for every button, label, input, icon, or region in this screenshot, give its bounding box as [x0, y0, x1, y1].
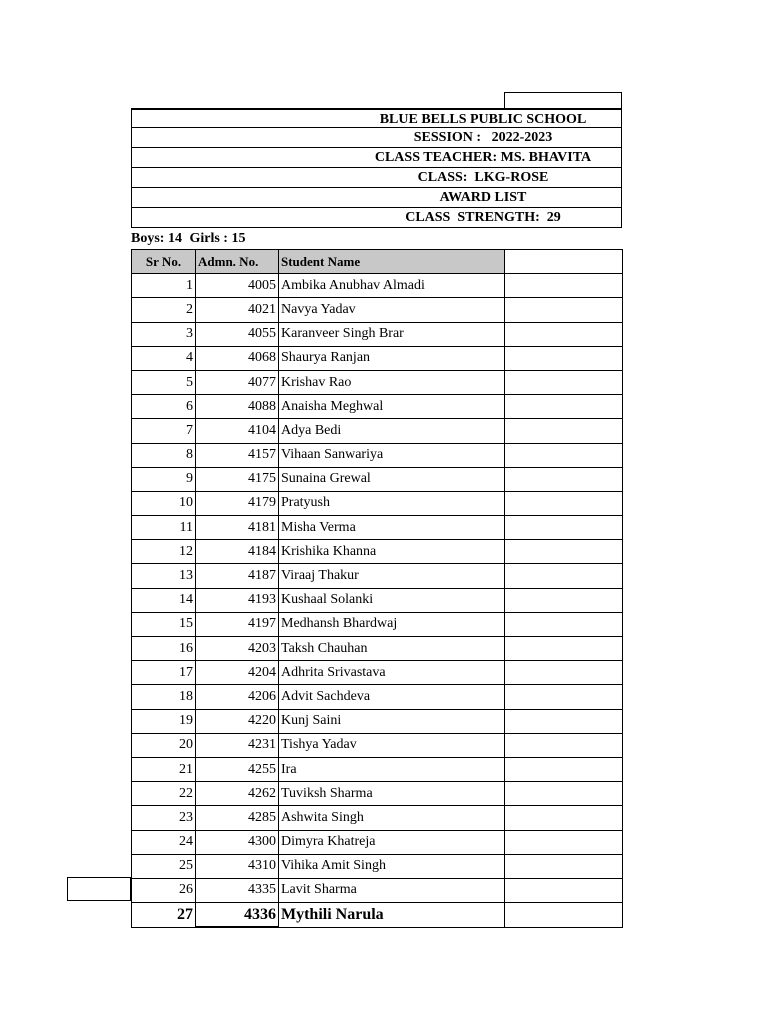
- blank-cell: [505, 782, 623, 806]
- blank-cell: [505, 274, 623, 298]
- gender-counts: [131, 230, 249, 248]
- sr-cell: 10: [132, 491, 196, 515]
- class-strength-label: CLASS STRENGTH: 29: [405, 210, 561, 225]
- student-name-cell: Mythili Narula: [279, 903, 505, 928]
- boys-count: Boys: 14: [131, 231, 182, 246]
- blank-cell: [505, 685, 623, 709]
- blank-cell: [505, 612, 623, 636]
- table-row: [132, 370, 623, 394]
- sr-cell: 16: [132, 637, 196, 661]
- blank-cell: [505, 806, 623, 830]
- blank-cell: [505, 757, 623, 781]
- class-strength-row: [131, 208, 622, 228]
- student-name-cell: Pratyush: [279, 491, 505, 515]
- student-name-cell: Lavit Sharma: [279, 878, 505, 902]
- student-name-cell: Advit Sachdeva: [279, 685, 505, 709]
- blank-cell: [505, 709, 623, 733]
- table-row: [132, 612, 623, 636]
- student-name-cell: Navya Yadav: [279, 298, 505, 322]
- student-name-cell: Misha Verma: [279, 516, 505, 540]
- admn-cell: 4197: [196, 612, 279, 636]
- table-row: [132, 878, 623, 902]
- blank-cell: [505, 903, 623, 928]
- student-name-cell: Ira: [279, 757, 505, 781]
- page-title: AWARD LIST: [439, 190, 527, 205]
- blank-cell: [505, 661, 623, 685]
- award-list-row: [131, 188, 622, 208]
- student-name-cell: Karanveer Singh Brar: [279, 322, 505, 346]
- table-row: [132, 540, 623, 564]
- table-row: [132, 903, 623, 928]
- sr-cell: 25: [132, 854, 196, 878]
- girls-count: Girls : 15: [189, 231, 246, 246]
- table-body: [132, 274, 623, 928]
- col-header-blank: [505, 250, 623, 274]
- admn-cell: 4068: [196, 346, 279, 370]
- table-row: [132, 491, 623, 515]
- blank-cell: [505, 395, 623, 419]
- class-row: [131, 168, 622, 188]
- student-name-cell: Krishav Rao: [279, 370, 505, 394]
- admn-cell: 4336: [196, 903, 279, 928]
- blank-cell: [505, 419, 623, 443]
- table-row: [132, 661, 623, 685]
- admn-cell: 4179: [196, 491, 279, 515]
- student-name-cell: Taksh Chauhan: [279, 637, 505, 661]
- table-row: [132, 564, 623, 588]
- sr-cell: 20: [132, 733, 196, 757]
- table-row: [132, 733, 623, 757]
- admn-cell: 4310: [196, 854, 279, 878]
- class-teacher-row: [131, 148, 622, 168]
- blank-cell: [505, 346, 623, 370]
- sr-cell: 4: [132, 346, 196, 370]
- table-row: [132, 419, 623, 443]
- sr-cell: 18: [132, 685, 196, 709]
- sr-cell: 1: [132, 274, 196, 298]
- admn-cell: 4203: [196, 637, 279, 661]
- sr-cell: 21: [132, 757, 196, 781]
- blank-cell: [505, 370, 623, 394]
- sr-cell: 26: [132, 878, 196, 902]
- student-name-cell: Ashwita Singh: [279, 806, 505, 830]
- student-name-cell: Ambika Anubhav Almadi: [279, 274, 505, 298]
- blank-cell: [505, 322, 623, 346]
- empty-cell-left: [67, 877, 131, 901]
- col-header-name: Student Name: [279, 250, 505, 274]
- student-name-cell: Anaisha Meghwal: [279, 395, 505, 419]
- admn-cell: 4220: [196, 709, 279, 733]
- sr-cell: 24: [132, 830, 196, 854]
- student-name-cell: Adya Bedi: [279, 419, 505, 443]
- sr-cell: 7: [132, 419, 196, 443]
- sr-cell: 12: [132, 540, 196, 564]
- admn-cell: 4157: [196, 443, 279, 467]
- class-label: CLASS: LKG-ROSE: [417, 170, 549, 185]
- student-name-cell: Shaurya Ranjan: [279, 346, 505, 370]
- sr-cell: 2: [132, 298, 196, 322]
- sr-cell: 11: [132, 516, 196, 540]
- admn-cell: 4204: [196, 661, 279, 685]
- sr-cell: 22: [132, 782, 196, 806]
- school-name: BLUE BELLS PUBLIC SCHOOL: [379, 112, 587, 127]
- sr-cell: 13: [132, 564, 196, 588]
- blank-cell: [505, 491, 623, 515]
- blank-cell: [505, 588, 623, 612]
- student-name-cell: Tishya Yadav: [279, 733, 505, 757]
- student-name-cell: Medhansh Bhardwaj: [279, 612, 505, 636]
- student-name-cell: Krishika Khanna: [279, 540, 505, 564]
- student-name-cell: Tuviksh Sharma: [279, 782, 505, 806]
- sr-cell: 14: [132, 588, 196, 612]
- admn-cell: 4181: [196, 516, 279, 540]
- student-name-cell: Dimyra Khatreja: [279, 830, 505, 854]
- admn-cell: 4285: [196, 806, 279, 830]
- blank-cell: [505, 443, 623, 467]
- sr-cell: 3: [132, 322, 196, 346]
- admn-cell: 4184: [196, 540, 279, 564]
- blank-cell: [505, 564, 623, 588]
- admn-cell: 4088: [196, 395, 279, 419]
- student-name-cell: Vihaan Sanwariya: [279, 443, 505, 467]
- session-row: [131, 128, 622, 148]
- sr-cell: 23: [132, 806, 196, 830]
- table-row: [132, 274, 623, 298]
- table-row: [132, 806, 623, 830]
- table-row: [132, 322, 623, 346]
- table-row: [132, 346, 623, 370]
- col-header-admn: Admn. No.: [196, 250, 279, 274]
- blank-cell: [505, 733, 623, 757]
- student-name-cell: Kushaal Solanki: [279, 588, 505, 612]
- admn-cell: 4187: [196, 564, 279, 588]
- award-list-table: [131, 249, 623, 928]
- sr-cell: 19: [132, 709, 196, 733]
- admn-cell: 4262: [196, 782, 279, 806]
- table-row: [132, 395, 623, 419]
- class-teacher-label: CLASS TEACHER: MS. BHAVITA: [374, 150, 592, 165]
- table-row: [132, 467, 623, 491]
- admn-cell: 4104: [196, 419, 279, 443]
- student-name-cell: Vihika Amit Singh: [279, 854, 505, 878]
- table-row: [132, 637, 623, 661]
- sr-cell: 5: [132, 370, 196, 394]
- student-name-cell: Viraaj Thakur: [279, 564, 505, 588]
- student-name-cell: Kunj Saini: [279, 709, 505, 733]
- sr-cell: 17: [132, 661, 196, 685]
- admn-cell: 4255: [196, 757, 279, 781]
- sr-cell: 8: [132, 443, 196, 467]
- blank-cell: [505, 878, 623, 902]
- admn-cell: 4193: [196, 588, 279, 612]
- table-header-row: [132, 250, 623, 274]
- student-name-cell: Sunaina Grewal: [279, 467, 505, 491]
- session-label: SESSION : 2022-2023: [413, 130, 553, 145]
- blank-cell: [505, 830, 623, 854]
- table-row: [132, 782, 623, 806]
- admn-cell: 4021: [196, 298, 279, 322]
- admn-cell: 4005: [196, 274, 279, 298]
- table-row: [132, 298, 623, 322]
- blank-cell: [505, 637, 623, 661]
- sr-cell: 27: [132, 903, 196, 928]
- sr-cell: 6: [132, 395, 196, 419]
- student-name-cell: Adhrita Srivastava: [279, 661, 505, 685]
- admn-cell: 4206: [196, 685, 279, 709]
- table-row: [132, 757, 623, 781]
- admn-cell: 4300: [196, 830, 279, 854]
- table-row: [132, 516, 623, 540]
- blank-cell: [505, 854, 623, 878]
- blank-cell: [505, 467, 623, 491]
- sr-cell: 15: [132, 612, 196, 636]
- blank-cell: [505, 516, 623, 540]
- blank-cell: [505, 540, 623, 564]
- table-row: [132, 443, 623, 467]
- admn-cell: 4335: [196, 878, 279, 902]
- blank-cell: [505, 298, 623, 322]
- school-name-row: [131, 108, 622, 128]
- admn-cell: 4077: [196, 370, 279, 394]
- admn-cell: 4231: [196, 733, 279, 757]
- table-row: [132, 709, 623, 733]
- table-row: [132, 854, 623, 878]
- table-row: [132, 830, 623, 854]
- table-row: [132, 588, 623, 612]
- sr-cell: 9: [132, 467, 196, 491]
- admn-cell: 4175: [196, 467, 279, 491]
- admn-cell: 4055: [196, 322, 279, 346]
- table-row: [132, 685, 623, 709]
- col-header-sr: Sr No.: [132, 250, 196, 274]
